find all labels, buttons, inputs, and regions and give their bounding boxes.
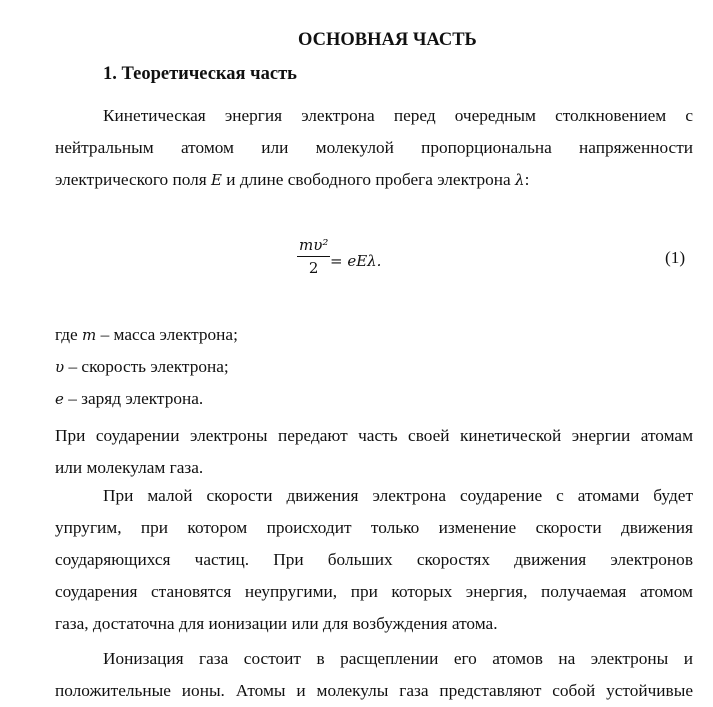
where-item bbox=[55, 319, 693, 351]
denominator: 2 bbox=[308, 259, 319, 277]
text: – масса электрона; bbox=[96, 325, 238, 344]
where-list bbox=[55, 319, 693, 484]
symbol: m bbox=[82, 326, 97, 344]
text-line: соударения становятся неупругими, при которых энергия, получаемая атомом bbox=[55, 582, 693, 601]
text: и длине свободного пробега электрона bbox=[221, 170, 516, 189]
paragraph-1 bbox=[55, 100, 693, 196]
text-line: При малой скорости движения электрона соударение с атомами будет bbox=[103, 486, 693, 505]
text-line: нейтральным атомом или молекулой пропорциональна напряженности bbox=[55, 138, 693, 157]
text-line: газа, достаточна для ионизации или для возбуждения атома. bbox=[55, 614, 498, 633]
text-line: или молекулам газа. bbox=[55, 458, 204, 477]
where-item bbox=[55, 383, 693, 415]
text-line: упругим, при котором происходит только изменение скорости движения bbox=[55, 518, 693, 537]
text: где bbox=[55, 325, 83, 344]
symbol: λ bbox=[515, 171, 525, 189]
paragraph-4 bbox=[55, 643, 693, 707]
section-heading: 1. Теоретическая часть bbox=[103, 64, 297, 84]
text: : bbox=[524, 170, 530, 189]
text-line: При соударении электроны передают часть своей кинетической энергии атомам bbox=[55, 426, 693, 445]
text-line: Кинетическая энергия электрона перед очередным столкновением с bbox=[103, 106, 693, 125]
numerator: mυ² bbox=[297, 236, 330, 257]
where-item bbox=[55, 351, 693, 383]
formula-fraction bbox=[297, 236, 330, 277]
text-line: положительные ионы. Атомы и молекулы газа представляют собой устойчивые bbox=[55, 681, 693, 700]
paragraph-3 bbox=[55, 480, 693, 640]
symbol: υ bbox=[55, 358, 65, 376]
page-title: ОСНОВНАЯ ЧАСТЬ bbox=[298, 30, 477, 50]
symbol: E bbox=[211, 171, 222, 189]
formula-number: (1) bbox=[665, 248, 686, 267]
text: – скорость электрона; bbox=[64, 357, 229, 376]
symbol: e bbox=[55, 390, 64, 408]
text: электрического поля bbox=[55, 170, 212, 189]
text-line: соударяющихся частиц. При больших скоростях движения электронов bbox=[55, 550, 693, 569]
text: – заряд электрона. bbox=[63, 389, 204, 408]
text-line bbox=[55, 164, 693, 196]
text-line: Ионизация газа состоит в расщеплении его атомов на электроны и bbox=[103, 649, 693, 668]
formula-rhs: = eEλ. bbox=[330, 252, 382, 270]
